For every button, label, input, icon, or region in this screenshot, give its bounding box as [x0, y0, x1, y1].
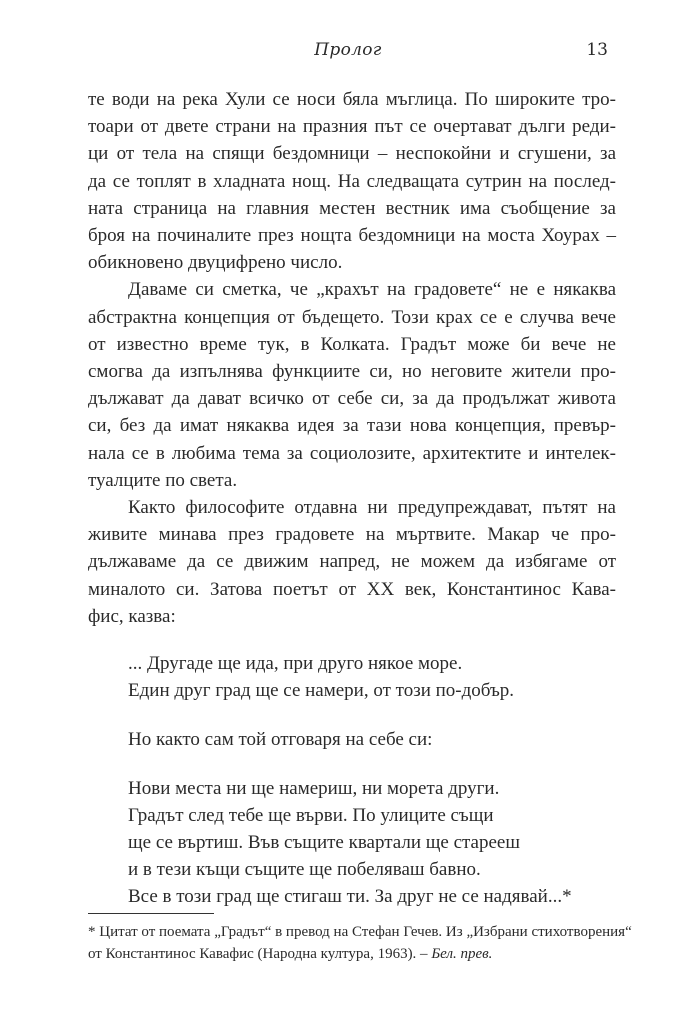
verse-line: и в тези къщи същите ще побеляваш бавно. — [128, 859, 481, 881]
text-line: смогва да изпълнява функциите си, но неговите жители про- — [88, 361, 616, 383]
footnote — [88, 921, 632, 965]
text-line: от известно време тук, в Колката. Градът може би вече не — [88, 333, 616, 355]
paragraph-1 — [88, 86, 616, 276]
footnote-divider — [88, 913, 214, 914]
text-line: миналото си. Затова поетът от XX век, Константинос Кава- — [88, 578, 616, 600]
text-line: фис, казва: — [88, 605, 176, 627]
verse-line: Все в този град ще стигаш ти. За друг не се надявай...* — [128, 886, 572, 908]
text-line: Даваме си сметка, че „крахът на градовете“ не е някаква — [128, 279, 616, 301]
verse-line: Един друг град ще се намери, от този по-добър. — [128, 680, 515, 702]
verse-line: Нови места ни ще намериш, ни морета други. — [128, 778, 500, 800]
text-line: си, без да имат някаква идея за тази нова концепция, превър- — [88, 415, 616, 437]
body-text — [88, 86, 616, 910]
interlude-line — [88, 726, 616, 753]
verse-block-1 — [88, 650, 616, 704]
text-line: ци от тела на спящи бездомници – неспокойни и сгушени, за — [88, 143, 616, 165]
footnote-line — [88, 943, 616, 965]
text-line: да се топлят в хладната нощ. На следващата сутрин на послед- — [88, 170, 616, 192]
text-line: дължаваме да се движим напред, не можем да избягаме от — [88, 551, 616, 573]
text-line: туалците по света. — [88, 469, 238, 491]
text-line: Както философите отдавна ни предупреждават, пътят на — [128, 497, 616, 519]
spacer — [88, 630, 616, 650]
text-line: обикновено двуцифрено число. — [88, 252, 343, 274]
text-line: броя на починалите през нощта бездомници на моста Хоурах – — [88, 225, 616, 247]
footnote-source: от Константинос Кавафис (Народна култура, 1963). – — [88, 946, 432, 962]
running-header — [88, 40, 608, 64]
paragraph-3 — [88, 494, 616, 630]
text-line: тоари от двете страни на празния път се очертават дълги реди- — [88, 116, 616, 138]
verse-line: Градът след тебе ще върви. По улиците същи — [128, 805, 494, 827]
verse-block-2 — [88, 775, 616, 910]
verse-line: ще се въртиш. Във същите квартали ще старееш — [128, 832, 520, 854]
page-number: 13 — [586, 40, 608, 60]
running-title: Пролог — [314, 40, 382, 60]
paragraph-2 — [88, 276, 616, 494]
text-line: абстрактна концепция от бъдещето. Този крах се е случва вече — [88, 306, 616, 328]
verse-line: ... Другаде ще ида, при друго някое море. — [128, 653, 463, 675]
spacer — [88, 704, 616, 726]
text-line: дължават да дават всичко от себе си, за да продължат живота — [88, 388, 616, 410]
text-line: ната страница на главния местен вестник има съобщение за — [88, 197, 616, 219]
text-line: живите минава през градовете на мъртвите. Макар че про- — [88, 524, 616, 546]
spacer — [88, 753, 616, 775]
text-line: те води на река Хули се носи бяла мъглица. По широките тро- — [88, 89, 616, 110]
text-line: нала се в любима тема за социолозите, архитектите и интелек- — [88, 442, 616, 464]
text-line: Но както сам той отговаря на себе си: — [128, 729, 433, 751]
translator-note: Бел. прев. — [431, 946, 493, 962]
footnote-line: * Цитат от поемата „Градът“ в превод на Стефан Гечев. Из „Избрани стихотворения“ — [88, 924, 632, 940]
